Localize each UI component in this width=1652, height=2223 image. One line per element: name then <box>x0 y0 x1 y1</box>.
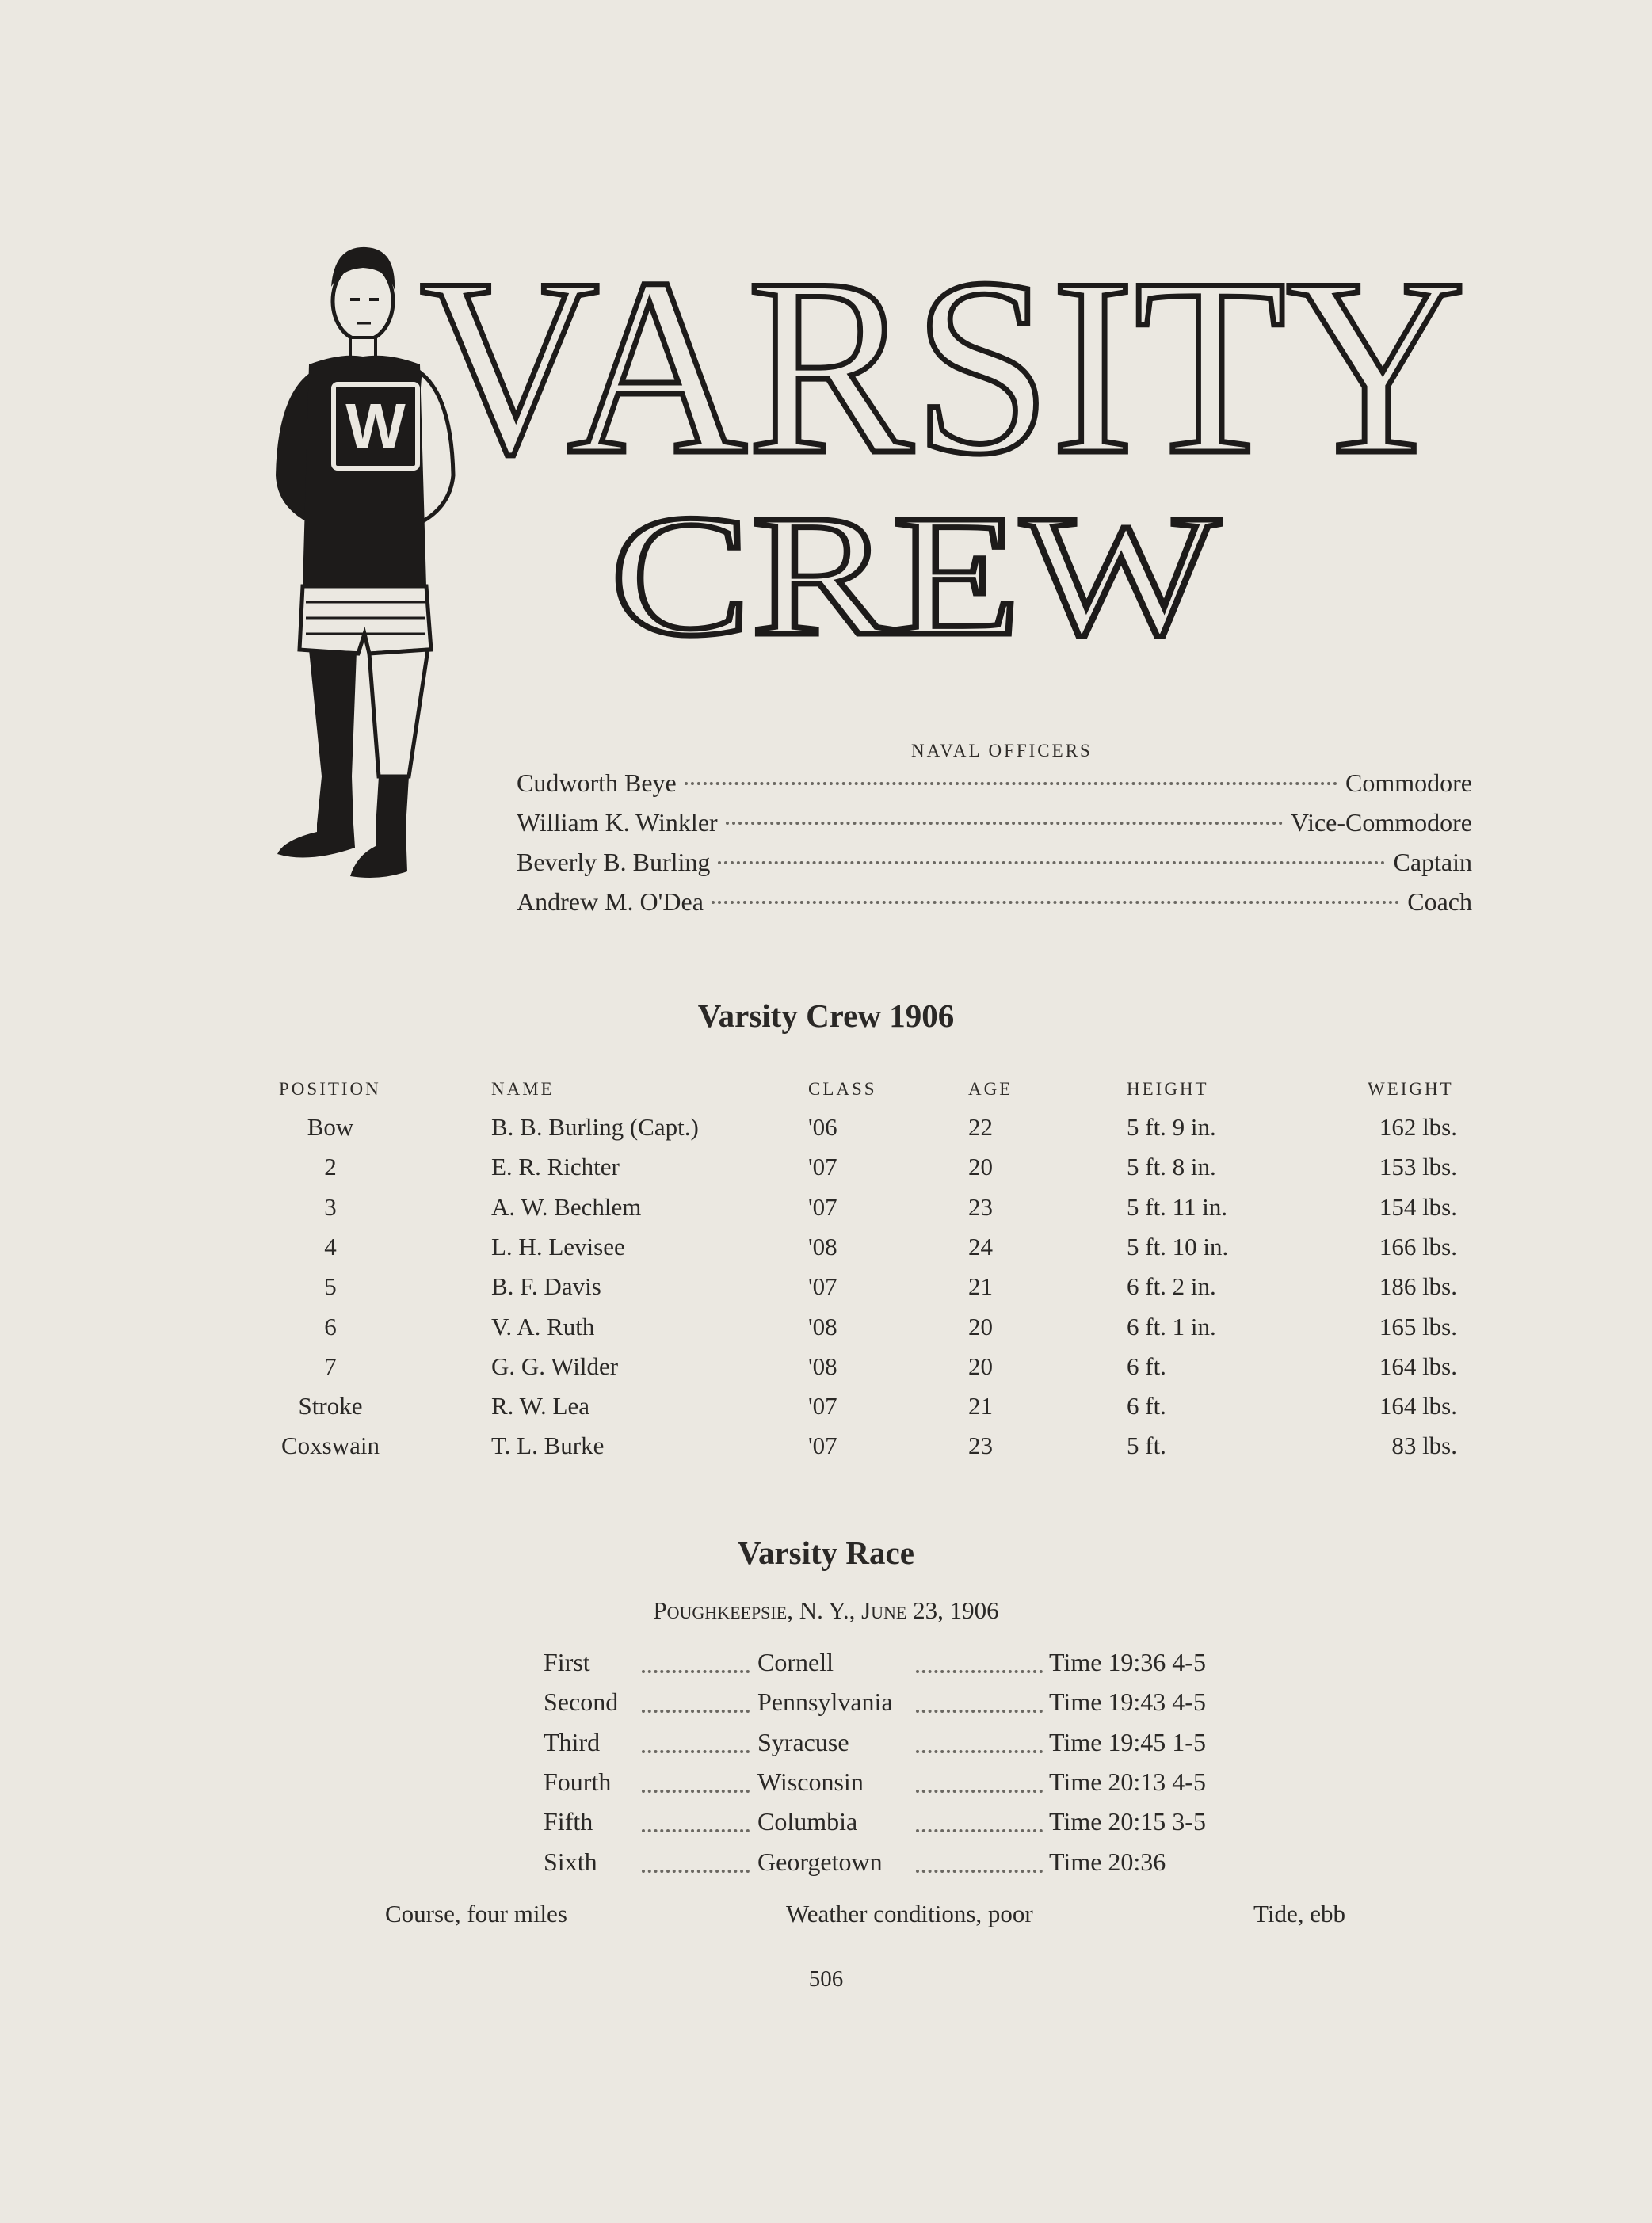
col-header-position: POSITION <box>279 1079 381 1099</box>
race-time: Time 20:15 3-5 <box>1049 1807 1206 1836</box>
title-varsity-text: VARSITY <box>420 238 1466 491</box>
crew-cell-height: 6 ft. <box>1127 1352 1166 1380</box>
race-course: Course, four miles <box>385 1900 567 1927</box>
officer-name: Cudworth Beye <box>517 768 677 797</box>
crew-cell-age: 21 <box>968 1272 993 1301</box>
officer-role: Vice-Commodore <box>1290 808 1472 837</box>
crew-cell-age: 20 <box>968 1153 993 1181</box>
race-weather: Weather conditions, poor <box>786 1900 1033 1927</box>
crew-cell-class: '06 <box>808 1113 837 1141</box>
crew-cell-class: '08 <box>808 1312 837 1340</box>
crew-cell-position: 3 <box>324 1192 337 1221</box>
crew-cell-height: 6 ft. <box>1127 1392 1166 1420</box>
crew-cell-weight: 164 lbs. <box>1379 1392 1457 1420</box>
dot-leader <box>718 861 1385 864</box>
race-place-label: Second <box>544 1687 619 1717</box>
crew-cell-class: '08 <box>808 1352 837 1380</box>
crew-cell-weight: 186 lbs. <box>1379 1272 1457 1301</box>
officer-row <box>517 848 1472 887</box>
crew-cell-weight: 166 lbs. <box>1379 1232 1457 1260</box>
race-state: , N. Y., <box>787 1596 862 1624</box>
col-header-class: CLASS <box>808 1079 877 1099</box>
crew-cell-height: 5 ft. 11 in. <box>1127 1192 1228 1221</box>
crew-cell-height: 5 ft. 9 in. <box>1127 1113 1216 1141</box>
officers-heading: NAVAL OFFICERS <box>911 741 1093 761</box>
dot-leader <box>916 1750 1043 1753</box>
dot-leader <box>642 1750 750 1753</box>
title-varsity <box>412 238 1474 491</box>
race-place-label: Fourth <box>544 1767 612 1796</box>
crew-cell-name: E. R. Richter <box>491 1153 620 1181</box>
crew-cell-name: T. L. Burke <box>491 1432 605 1460</box>
crew-cell-weight: 153 lbs. <box>1379 1153 1457 1181</box>
race-place-label: Fifth <box>544 1807 593 1836</box>
dot-leader <box>916 1670 1043 1673</box>
crew-cell-weight: 83 lbs. <box>1391 1432 1457 1460</box>
race-time: Time 19:43 4-5 <box>1049 1687 1206 1717</box>
race-time: Time 20:13 4-5 <box>1049 1767 1206 1796</box>
crew-cell-height: 5 ft. <box>1127 1432 1166 1460</box>
crew-cell-position: Stroke <box>298 1392 363 1420</box>
race-time: Time 20:36 <box>1049 1847 1166 1876</box>
crew-title: Varsity Crew 1906 <box>697 997 955 1034</box>
dot-leader <box>642 1829 750 1832</box>
crew-cell-class: '07 <box>808 1432 837 1460</box>
crew-cell-name: B. B. Burling (Capt.) <box>491 1113 699 1141</box>
col-header-age: AGE <box>968 1079 1013 1099</box>
race-tide: Tide, ebb <box>1253 1900 1345 1927</box>
crew-cell-position: 4 <box>324 1232 337 1260</box>
race-place-label: Sixth <box>544 1847 597 1876</box>
crew-cell-height: 6 ft. 2 in. <box>1127 1272 1216 1301</box>
emblem-letter: W <box>345 391 406 461</box>
col-header-height: HEIGHT <box>1127 1079 1209 1099</box>
title-crew <box>602 495 1228 654</box>
crew-cell-name: A. W. Bechlem <box>491 1192 642 1221</box>
crew-cell-position: Coxswain <box>281 1432 380 1460</box>
crew-cell-position: Bow <box>307 1113 354 1141</box>
dot-leader <box>685 782 1337 785</box>
crew-cell-class: '07 <box>808 1392 837 1420</box>
jersey-emblem <box>331 382 420 471</box>
officer-row <box>517 887 1472 927</box>
race-team: Wisconsin <box>757 1767 864 1796</box>
officer-row <box>517 768 1472 808</box>
crew-cell-class: '07 <box>808 1272 837 1301</box>
crew-cell-name: R. W. Lea <box>491 1392 589 1420</box>
officer-name: William K. Winkler <box>517 808 718 837</box>
dot-leader <box>642 1710 750 1713</box>
crew-cell-class: '07 <box>808 1192 837 1221</box>
officer-name: Beverly B. Burling <box>517 848 711 876</box>
race-team: Columbia <box>757 1807 858 1836</box>
race-month: June <box>861 1596 907 1624</box>
officer-role: Commodore <box>1345 768 1472 797</box>
crew-cell-age: 23 <box>968 1192 993 1221</box>
dot-leader <box>916 1710 1043 1713</box>
crew-cell-class: '07 <box>808 1153 837 1181</box>
dot-leader <box>726 822 1283 825</box>
race-time: Time 19:45 1-5 <box>1049 1727 1206 1756</box>
dot-leader <box>916 1790 1043 1793</box>
race-date: 23, 1906 <box>906 1596 999 1624</box>
crew-cell-position: 5 <box>324 1272 337 1301</box>
dot-leader <box>642 1670 750 1673</box>
crew-cell-age: 24 <box>968 1232 993 1260</box>
race-title: Varsity Race <box>738 1535 914 1571</box>
crew-cell-name: L. H. Levisee <box>491 1232 625 1260</box>
crew-cell-name: V. A. Ruth <box>491 1312 595 1340</box>
title-crew-text: CREW <box>610 495 1221 654</box>
race-location-date <box>0 1596 1652 1625</box>
race-time: Time 19:36 4-5 <box>1049 1648 1206 1676</box>
race-place-label: First <box>544 1648 590 1676</box>
dot-leader <box>916 1829 1043 1832</box>
dot-leader <box>712 901 1399 904</box>
crew-cell-age: 23 <box>968 1432 993 1460</box>
crew-cell-weight: 164 lbs. <box>1379 1352 1457 1380</box>
officer-role: Coach <box>1407 887 1472 916</box>
officer-role: Captain <box>1393 848 1472 876</box>
race-place: Poughkeepsie <box>653 1596 788 1624</box>
race-place-label: Third <box>544 1727 601 1756</box>
col-header-name: NAME <box>491 1079 555 1099</box>
crew-cell-weight: 154 lbs. <box>1379 1192 1457 1221</box>
race-team: Pennsylvania <box>757 1687 893 1717</box>
dot-leader <box>642 1870 750 1873</box>
race-team: Georgetown <box>757 1847 883 1876</box>
col-header-weight: WEIGHT <box>1368 1079 1454 1099</box>
crew-cell-age: 21 <box>968 1392 993 1420</box>
crew-cell-age: 22 <box>968 1113 993 1141</box>
race-team: Cornell <box>757 1648 834 1676</box>
crew-cell-class: '08 <box>808 1232 837 1260</box>
crew-cell-age: 20 <box>968 1312 993 1340</box>
crew-cell-name: B. F. Davis <box>491 1272 601 1301</box>
crew-cell-position: 6 <box>324 1312 337 1340</box>
crew-cell-height: 6 ft. 1 in. <box>1127 1312 1216 1340</box>
crew-cell-name: G. G. Wilder <box>491 1352 619 1380</box>
officer-name: Andrew M. O'Dea <box>517 887 704 916</box>
crew-cell-position: 2 <box>324 1153 337 1181</box>
officer-row <box>517 808 1472 848</box>
crew-cell-position: 7 <box>324 1352 337 1380</box>
page-number: 506 <box>808 1966 844 1992</box>
crew-cell-age: 20 <box>968 1352 993 1380</box>
crew-cell-height: 5 ft. 10 in. <box>1127 1232 1229 1260</box>
crew-cell-height: 5 ft. 8 in. <box>1127 1153 1216 1181</box>
dot-leader <box>916 1870 1043 1873</box>
crew-cell-weight: 165 lbs. <box>1379 1312 1457 1340</box>
crew-cell-weight: 162 lbs. <box>1379 1113 1457 1141</box>
race-team: Syracuse <box>757 1727 849 1756</box>
dot-leader <box>642 1790 750 1793</box>
